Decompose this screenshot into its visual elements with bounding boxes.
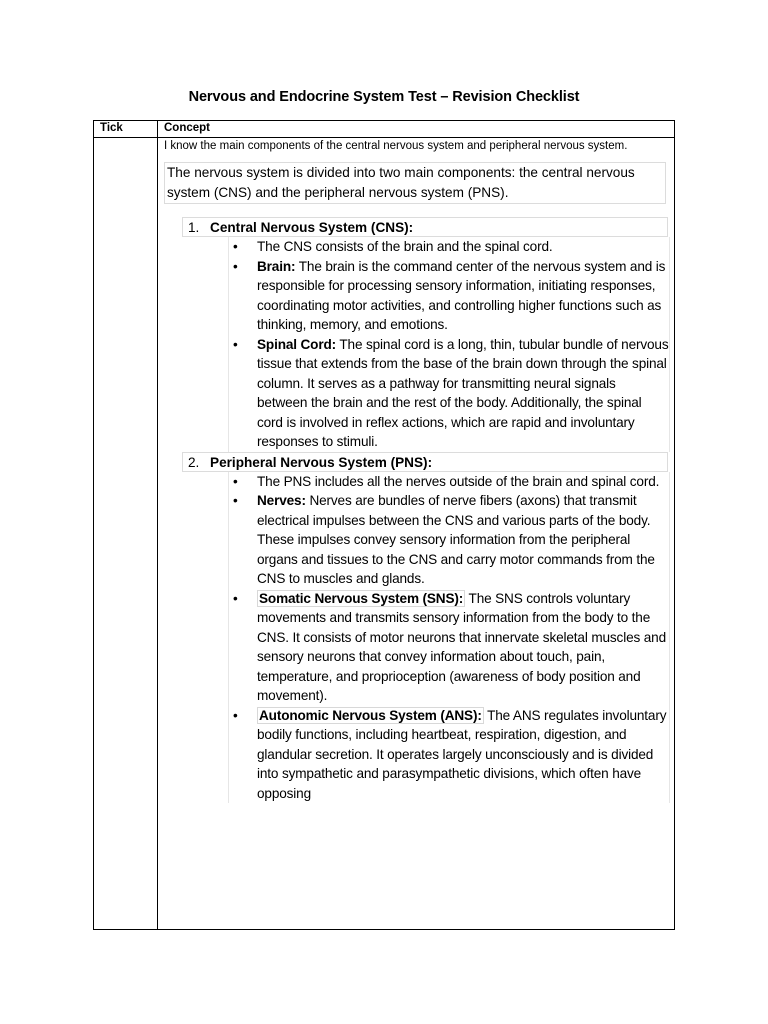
bullet-term: Spinal Cord:	[257, 336, 337, 352]
bullet-text: The ANS regulates involuntary bodily functions, including heartbeat, respiration, digestion, and glandular secretion. It operates largely unconsciously and is divided into sympathetic and parasympathetic divisions, which often have opposing	[257, 707, 667, 801]
section-heading-pns	[182, 452, 668, 472]
document-title: Nervous and Endocrine System Test – Revision Checklist	[188, 89, 580, 105]
bullet-term: Autonomic Nervous System (ANS):	[259, 707, 482, 723]
section-number: 1.	[188, 220, 200, 235]
bullet-text: The PNS includes all the nerves outside of the brain and spinal cord.	[257, 473, 660, 489]
cns-bullet-list	[228, 237, 670, 452]
list-item	[229, 472, 669, 492]
list-item	[229, 589, 669, 706]
bullet-text: The CNS consists of the brain and the spinal cord.	[257, 239, 553, 254]
tick-column-header: Tick	[100, 122, 123, 134]
section-title: Central Nervous System (CNS):	[210, 220, 414, 235]
bullet-text: Nerves are bundles of nerve fibers (axons) that transmit electrical impulses between the CNS and various parts of the body. These impulses convey sensory information from the peripheral organs and tissues to the CNS and carry motor commands from the CNS to muscles and glands.	[257, 493, 655, 586]
list-item	[229, 491, 669, 589]
column-divider	[157, 121, 158, 929]
bullet-term: Brain:	[257, 258, 296, 274]
bullet-text: The SNS controls voluntary movements and transmits sensory information from the body to the CNS. It consists of motor neurons that innervate skeletal muscles and sensory neurons that convey information about touch, pain, temperature, and proprioception (awareness of body position and movement).	[257, 590, 666, 703]
intro-paragraph: The nervous system is divided into two main components: the central nervous system (CNS) and the peripheral nervous system (PNS).	[164, 162, 666, 204]
bullet-text: The brain is the command center of the nervous system and is responsible for processing sensory information, initiating responses, coordinating motor activities, and controlling higher functions such as thinking, memory, and emotions.	[257, 258, 666, 332]
bullet-text: The spinal cord is a long, thin, tubular bundle of nervous tissue that extends from the base of the brain down through the spinal column. It serves as a pathway for transmitting neural signals between the brain and the rest of the body. Additionally, the spinal cord is involved in reflex actions, which are rapid and involuntary responses to stimuli.	[257, 336, 669, 449]
bullet-term: Somatic Nervous System (SNS):	[259, 590, 464, 606]
list-item	[229, 237, 669, 257]
concept-statement: I know the main components of the central nervous system and peripheral nervous system.	[164, 140, 628, 152]
list-item	[229, 706, 669, 804]
concept-cell	[164, 138, 669, 803]
section-number: 2.	[188, 454, 200, 470]
section-heading-cns	[182, 217, 668, 237]
section-title: Peripheral Nervous System (PNS):	[210, 454, 433, 470]
bullet-term: Nerves:	[257, 493, 306, 508]
list-item	[229, 257, 669, 335]
checklist-table	[93, 120, 675, 930]
list-item	[229, 335, 669, 452]
concept-column-header: Concept	[164, 122, 210, 134]
pns-bullet-list	[228, 472, 670, 804]
